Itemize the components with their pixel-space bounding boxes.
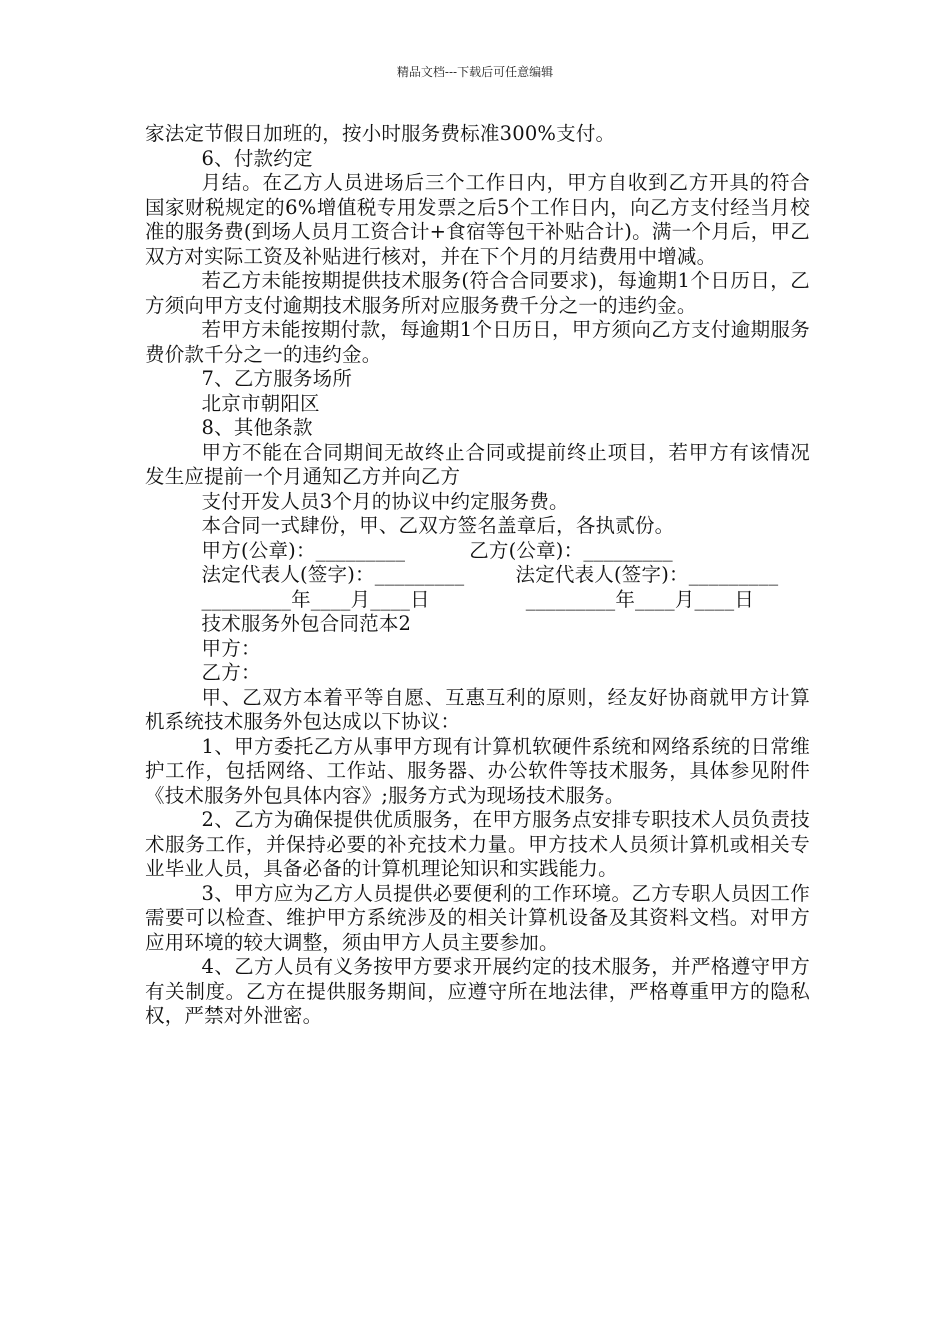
clause: 4、乙方人员有义务按甲方要求开展约定的技术服务，并严格遵守甲方有关制度。乙方在提供服务期间，应遵守所在地法律，严格尊重甲方的隐私权，严禁对外泄密。 [145,955,810,1027]
paragraph: 本合同一式肆份，甲、乙双方签名盖章后，各执贰份。 [201,514,675,537]
document-body [145,122,810,1029]
party-a-label: 甲方： [201,636,261,660]
signature-date-line: _________年____月____日 _________年____月____日 [201,587,755,611]
paragraph: 甲、乙双方本着平等自愿、互惠互利的原则，经友好协商就甲方计算机系统技术服务外包达成以下协议： [145,685,810,733]
clause: 1、甲方委托乙方从事甲方现有计算机软硬件系统和网络系统的日常维护工作，包括网络、工作站、服务器、办公软件等技术服务，具体参见附件《技术服务外包具体内容》;服务方式为现场技术服务。 [145,734,810,807]
paragraph: 甲方不能在合同期间无故终止合同或提前终止项目，若甲方有该情况发生应提前一个月通知乙方并向乙方 [145,440,810,488]
paragraph: 家法定节假日加班的，按小时服务费标准300%支付。 [145,122,616,145]
signature-representative-line: 法定代表人(签字)：_________ 法定代表人(签字)：_________ [201,563,779,586]
clause: 3、甲方应为乙方人员提供必要便利的工作环境。乙方专职人员因工作需要可以检查、维护甲方系统涉及的相关计算机设备及其资料文档。对甲方应用环境的较大调整，须由甲方人员主要参加。 [145,881,810,954]
party-b-label: 乙方： [201,661,261,684]
section-heading: 6、付款约定 [201,146,313,170]
signature-seal-line: 甲方(公章)：_________ 乙方(公章)：_________ [201,538,673,562]
document-title: 技术服务外包合同范本2 [201,612,412,635]
section-heading: 8、其他条款 [201,416,313,439]
paragraph: 若乙方未能按期提供技术服务(符合合同要求)，每逾期1个日历日，乙方须向甲方支付逾期技术服务所对应服务费千分之一的违约金。 [145,269,810,317]
clause: 2、乙方为确保提供优质服务，在甲方服务点安排专职技术人员负责技术服务工作，并保持必要的补充技术力量。甲方技术人员须计算机或相关专业毕业人员，具备必备的计算机理论知识和实践能力。 [145,808,810,880]
section-heading: 7、乙方服务场所 [201,367,353,390]
paragraph: 北京市朝阳区 [201,391,320,415]
page-header: 精品文档---下载后可任意编辑 [396,65,554,79]
paragraph: 支付开发人员3个月的协议中约定服务费。 [201,489,569,513]
paragraph: 若甲方未能按期付款，每逾期1个日历日，甲方须向乙方支付逾期服务费价款千分之一的违约金。 [145,318,810,366]
paragraph: 月结。在乙方人员进场后三个工作日内，甲方自收到乙方开具的符合国家财税规定的6%增值税专用发票之后5个工作日内，向乙方支付经当月校准的服务费(到场人员月工资合计+食宿等包干补贴合计)。满一个月后，甲乙双方对实际工资及补贴进行核对，并在下个月的月结费用中增减。 [145,171,810,268]
